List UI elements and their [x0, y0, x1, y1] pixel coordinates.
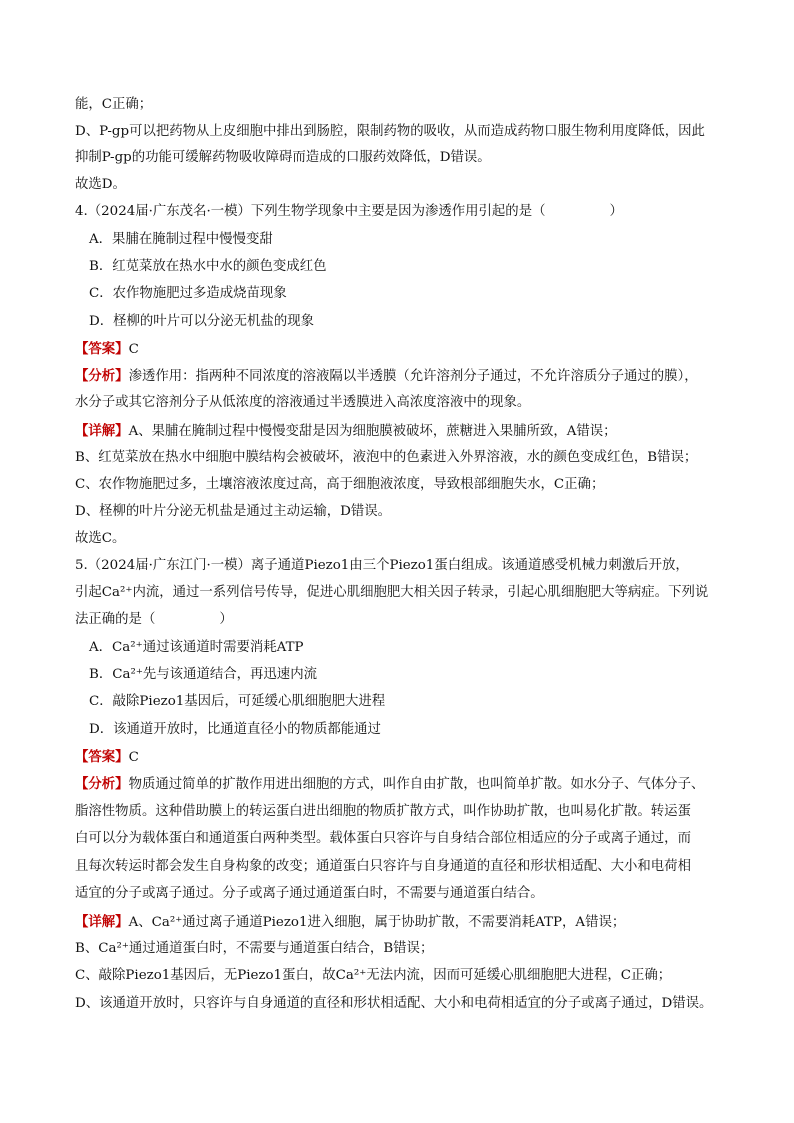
text-line: B、红苋菜放在热水中细胞中膜结构会被破坏，液泡中的色素进入外界溶液，水的颜色变成红色，B错误； [75, 450, 698, 465]
answer-line [75, 748, 139, 767]
text-line: D、P-gp可以把药物从上皮细胞中排出到肠腔，限制药物的吸收，从而造成药物口服生物利用度降低，因此 [75, 124, 705, 139]
answer-tag: 【答案】 [75, 749, 129, 765]
text-line: 脂溶性物质。这种借助膜上的转运蛋白进出细胞的物质扩散方式，叫作协助扩散，也叫易化扩散。转运蛋 [75, 804, 691, 819]
text-line: 且每次转运时都会发生自身构象的改变；通道蛋白只容许与自身通道的直径和形状相适配、大小和电荷相 [75, 859, 691, 874]
text-line: 故选D。 [75, 177, 126, 192]
question-5-bracket: ） [219, 612, 233, 627]
option-c: C．农作物施肥过多造成烧苗现象 [89, 286, 287, 301]
analysis-line [75, 775, 704, 794]
explanation-text: A、果脯在腌制过程中慢慢变甜是因为细胞膜被破坏，蔗糖进入果脯所致，A错误； [128, 424, 617, 439]
explanation-line [75, 422, 617, 441]
analysis-tag: 【分析】 [75, 368, 129, 384]
option-b: B．红苋菜放在热水中水的颜色变成红色 [89, 259, 327, 274]
answer-tag: 【答案】 [75, 341, 129, 357]
explanation-tag: 【详解】 [75, 423, 129, 439]
text-line [75, 611, 233, 629]
analysis-text: 渗透作用：指两种不同浓度的溶液隔以半透膜（允许溶剂分子通过，不允许溶质分子通过的膜）， [128, 369, 698, 384]
text-line: 引起Ca²⁺内流，通过一系列信号传导，促进心肌细胞肥大相关因子转录，引起心肌细胞肥大等病症。下列说 [75, 585, 709, 600]
question-4-bracket: ） [609, 204, 623, 219]
text-line: D、柽柳的叶片分泌无机盐是通过主动运输，D错误。 [75, 504, 392, 519]
text-line: 故选C。 [75, 531, 126, 546]
text-line: B、Ca²⁺通过通道蛋白时，不需要与通道蛋白结合，B错误； [75, 941, 434, 956]
text-line: 抑制P-gp的功能可缓解药物吸收障碍而造成的口服药效降低，D错误。 [75, 150, 491, 165]
question-4-stem [75, 203, 623, 221]
text-line: D、该通道开放时，只容许与自身通道的直径和形状相适配、大小和电荷相适宜的分子或离子通过，D错误。 [75, 996, 713, 1011]
answer-line [75, 340, 139, 359]
answer-value: C [128, 750, 139, 765]
explanation-tag: 【详解】 [75, 914, 129, 930]
text-line: C、敲除Piezo1基因后，无Piezo1蛋白，故Ca²⁺无法内流，因而可延缓心肌细胞肥大进程，C正确； [75, 968, 672, 983]
option-a: A．果脯在腌制过程中慢慢变甜 [89, 232, 273, 247]
text-line: 适宜的分子或离子通过。分子或离子通过通道蛋白时，不需要与通道蛋白结合。 [75, 886, 544, 901]
question-5-stem: 5.（2024届·广东江门·一模）离子通道Piezo1由三个Piezo1蛋白组成。该通道感受机械力刺激后开放， [75, 558, 689, 573]
option-d: D．柽柳的叶片可以分泌无机盐的现象 [89, 314, 314, 329]
analysis-text: 物质通过简单的扩散作用进出细胞的方式，叫作自由扩散，也叫简单扩散。如水分子、气体分子、 [128, 777, 705, 792]
text-line: 能，C正确； [75, 97, 153, 112]
answer-value: C [128, 342, 139, 357]
explanation-line [75, 913, 625, 932]
option-c: C．敲除Piezo1基因后，可延缓心肌细胞肥大进程 [89, 694, 386, 709]
option-b: B．Ca²⁺先与该通道结合，再迅速内流 [89, 667, 317, 682]
text-line: C、农作物施肥过多，土壤溶液浓度过高，高于细胞液浓度，导致根部细胞失水，C正确； [75, 477, 605, 492]
text-line: 白可以分为载体蛋白和通道蛋白两种类型。载体蛋白只容许与自身结合部位相适应的分子或离子通过，而 [75, 831, 691, 846]
explanation-text: A、Ca²⁺通过离子通道Piezo1进入细胞，属于协助扩散，不需要消耗ATP，A错误； [128, 915, 626, 930]
option-d: D．该通道开放时，比通道直径小的物质都能通过 [89, 722, 381, 737]
option-a: A．Ca²⁺通过该通道时需要消耗ATP [89, 640, 304, 655]
analysis-tag: 【分析】 [75, 776, 129, 792]
question-5-text: 法正确的是（ [75, 612, 156, 627]
question-4-text: 4.（2024届·广东茂名·一模）下列生物学现象中主要是因为渗透作用引起的是（ [75, 204, 546, 219]
text-line: 水分子或其它溶剂分子从低浓度的溶液通过半透膜进入高浓度溶液中的现象。 [75, 395, 531, 410]
analysis-line [75, 367, 698, 386]
